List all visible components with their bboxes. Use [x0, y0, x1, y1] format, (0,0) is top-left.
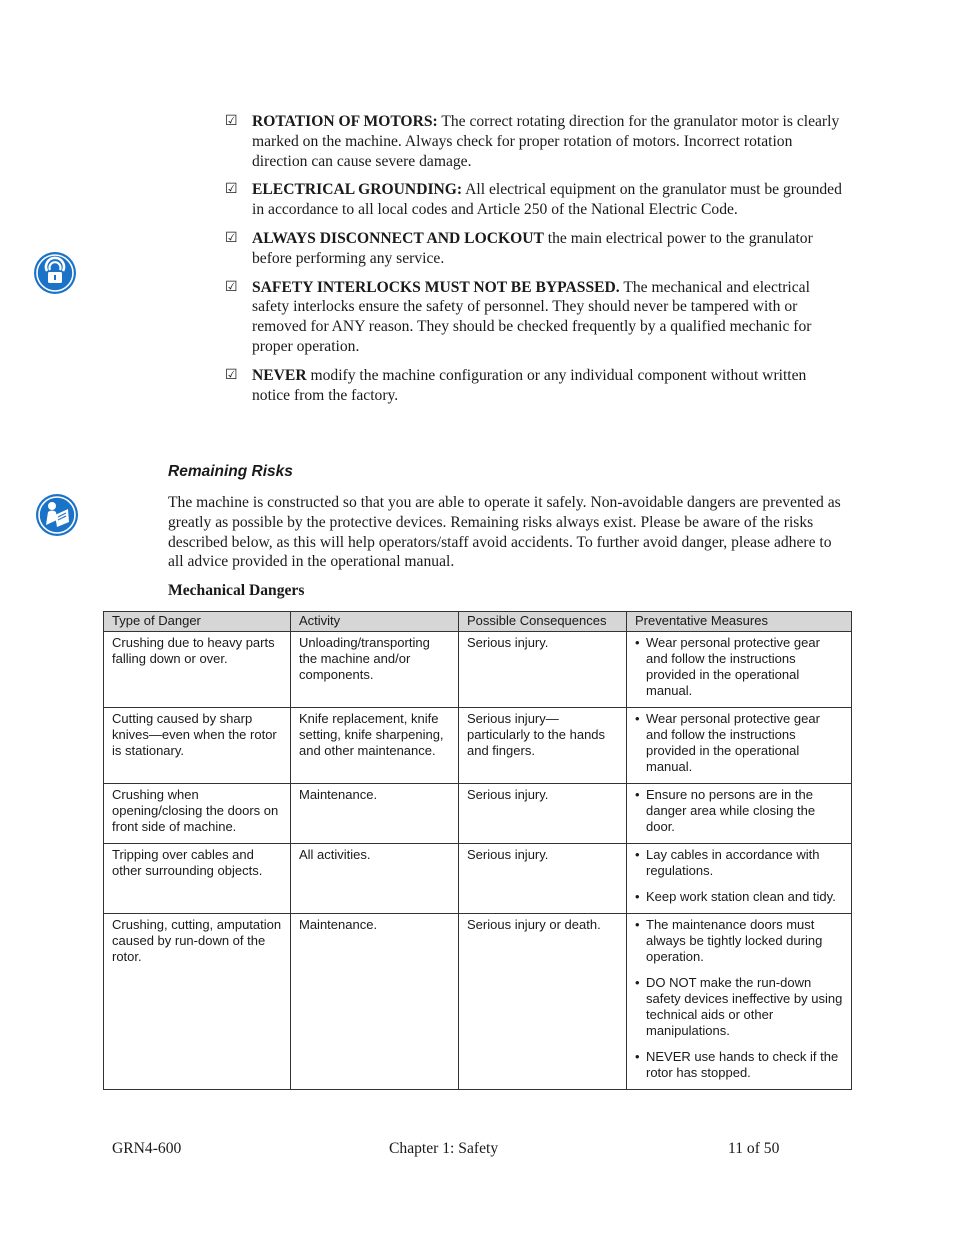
- bullet-icon: •: [635, 711, 640, 726]
- activity-cell: Maintenance.: [291, 784, 459, 844]
- bullet-icon: •: [635, 635, 640, 650]
- bullet-icon: •: [635, 917, 640, 932]
- danger-cell: Crushing due to heavy parts falling down or over.: [104, 632, 291, 708]
- mechanical-dangers-table: [103, 611, 852, 1090]
- measures-cell: [627, 784, 852, 844]
- bullet-icon: •: [635, 1049, 640, 1064]
- footer-chapter: Chapter 1: Safety: [389, 1140, 499, 1157]
- measure-item: [635, 975, 844, 1039]
- measure-item: [635, 847, 844, 879]
- disconnect-mains-icon: [33, 251, 77, 295]
- checklist-item-body: the main electrical power to the granulator before performing any service.: [252, 229, 813, 267]
- checklist-item: [225, 278, 845, 357]
- measures-cell: [627, 708, 852, 784]
- checklist-item-body: The mechanical and electrical safety interlocks ensure the safety of personnel. They should never be tampered with or removed for ANY reason. They should be checked frequently by a qualified mechanic for proper operation.: [252, 278, 812, 355]
- checklist-item-heading: NEVER: [252, 366, 307, 384]
- read-manual-icon: [35, 493, 79, 537]
- checked-box-icon: ☑: [225, 229, 238, 246]
- section-title: Remaining Risks: [168, 463, 293, 480]
- measures-cell: [627, 632, 852, 708]
- checked-box-icon: ☑: [225, 366, 238, 383]
- measure-text: Keep work station clean and tidy.: [646, 889, 836, 904]
- activity-cell: Knife replacement, knife setting, knife sharpening, and other maintenance.: [291, 708, 459, 784]
- checked-box-icon: ☑: [225, 181, 238, 198]
- measure-text: NEVER use hands to check if the rotor has stopped.: [646, 1049, 839, 1080]
- checklist-item-text: [252, 229, 845, 269]
- column-header: Type of Danger: [104, 612, 291, 632]
- column-header: Activity: [291, 612, 459, 632]
- column-header: Preventative Measures: [627, 612, 852, 632]
- intro-paragraph: The machine is constructed so that you are able to operate it safely. Non-avoidable dangers are prevented as greatly as possible by the protective devices. Remaining risks always exist. Please be aware of the risks described below, as this will help operators/staff avoid accidents. To further avoid danger, please adhere to all advice provided in the operational manual.: [168, 494, 841, 571]
- checklist-item: [225, 229, 845, 269]
- checklist-item-heading: ROTATION OF MOTORS:: [252, 113, 438, 130]
- measure-item: [635, 1049, 844, 1081]
- consequence-cell: Serious injury.: [459, 844, 627, 914]
- bullet-icon: •: [635, 889, 640, 904]
- measure-text: The maintenance doors must always be tightly locked during operation.: [646, 917, 823, 964]
- checklist-item: [225, 112, 845, 171]
- bullet-icon: •: [635, 847, 640, 862]
- checked-box-icon: ☑: [225, 278, 238, 295]
- footer-page-number: 11 of 50: [728, 1140, 780, 1157]
- measure-text: Ensure no persons are in the danger area while closing the door.: [646, 787, 816, 834]
- checklist-item-body: All electrical equipment on the granulator must be grounded in accordance to all local codes and Article 250 of the National Electric Code.: [252, 181, 842, 219]
- checklist-item-heading: ALWAYS DISCONNECT AND LOCKOUT: [252, 229, 544, 247]
- measure-item: [635, 635, 844, 699]
- measure-text: DO NOT make the run-down safety devices ineffective by using technical aids or other manipulations.: [646, 975, 843, 1038]
- consequence-cell: Serious injury.: [459, 632, 627, 708]
- measure-item: [635, 711, 844, 775]
- activity-cell: Unloading/transporting the machine and/or components.: [291, 632, 459, 708]
- activity-cell: All activities.: [291, 844, 459, 914]
- danger-cell: Tripping over cables and other surrounding objects.: [104, 844, 291, 914]
- consequence-cell: Serious injury or death.: [459, 914, 627, 1090]
- checked-box-icon: ☑: [225, 113, 238, 129]
- consequence-cell: Serious injury—particularly to the hands and fingers.: [459, 708, 627, 784]
- measure-item: [635, 917, 844, 965]
- measure-text: Wear personal protective gear and follow the instructions provided in the operational manual.: [646, 635, 820, 698]
- table-row: [104, 844, 852, 914]
- measure-text: Wear personal protective gear and follow the instructions provided in the operational manual.: [646, 711, 820, 774]
- checklist-item: [225, 366, 845, 406]
- checklist-item-body: modify the machine configuration or any individual component without written notice from the factory.: [252, 366, 807, 404]
- subheading: Mechanical Dangers: [168, 582, 305, 599]
- checklist-item: [225, 180, 845, 220]
- bullet-icon: •: [635, 975, 640, 990]
- measure-item: [635, 889, 844, 905]
- checklist-item-text: [252, 366, 845, 406]
- table-row: [104, 708, 852, 784]
- safety-checklist: [225, 112, 845, 414]
- table-header-row: [104, 612, 852, 632]
- measures-cell: [627, 844, 852, 914]
- danger-cell: Cutting caused by sharp knives—even when the rotor is stationary.: [104, 708, 291, 784]
- measure-text: Lay cables in accordance with regulations.: [646, 847, 820, 878]
- checklist-item-heading: ELECTRICAL GROUNDING:: [252, 181, 463, 199]
- danger-cell: Crushing when opening/closing the doors on front side of machine.: [104, 784, 291, 844]
- danger-cell: Crushing, cutting, amputation caused by run-down of the rotor.: [104, 914, 291, 1090]
- checklist-item-heading: SAFETY INTERLOCKS MUST NOT BE BYPASSED.: [252, 278, 620, 296]
- consequence-cell: Serious injury.: [459, 784, 627, 844]
- column-header: Possible Consequences: [459, 612, 627, 632]
- checklist-item-text: [252, 278, 845, 357]
- table-row: [104, 632, 852, 708]
- measures-cell: [627, 914, 852, 1090]
- measure-item: [635, 787, 844, 835]
- checklist-item-body: The correct rotating direction for the granulator motor is clearly marked on the machine. Always check for proper rotation of motors. Incorrect rotation direction can cause severe damage.: [252, 113, 840, 170]
- activity-cell: Maintenance.: [291, 914, 459, 1090]
- checklist-item-text: [252, 112, 845, 171]
- checklist-item-text: [252, 180, 845, 220]
- table-row: [104, 784, 852, 844]
- footer-document-id: GRN4-600: [112, 1140, 182, 1157]
- bullet-icon: •: [635, 787, 640, 802]
- table-row: [104, 914, 852, 1090]
